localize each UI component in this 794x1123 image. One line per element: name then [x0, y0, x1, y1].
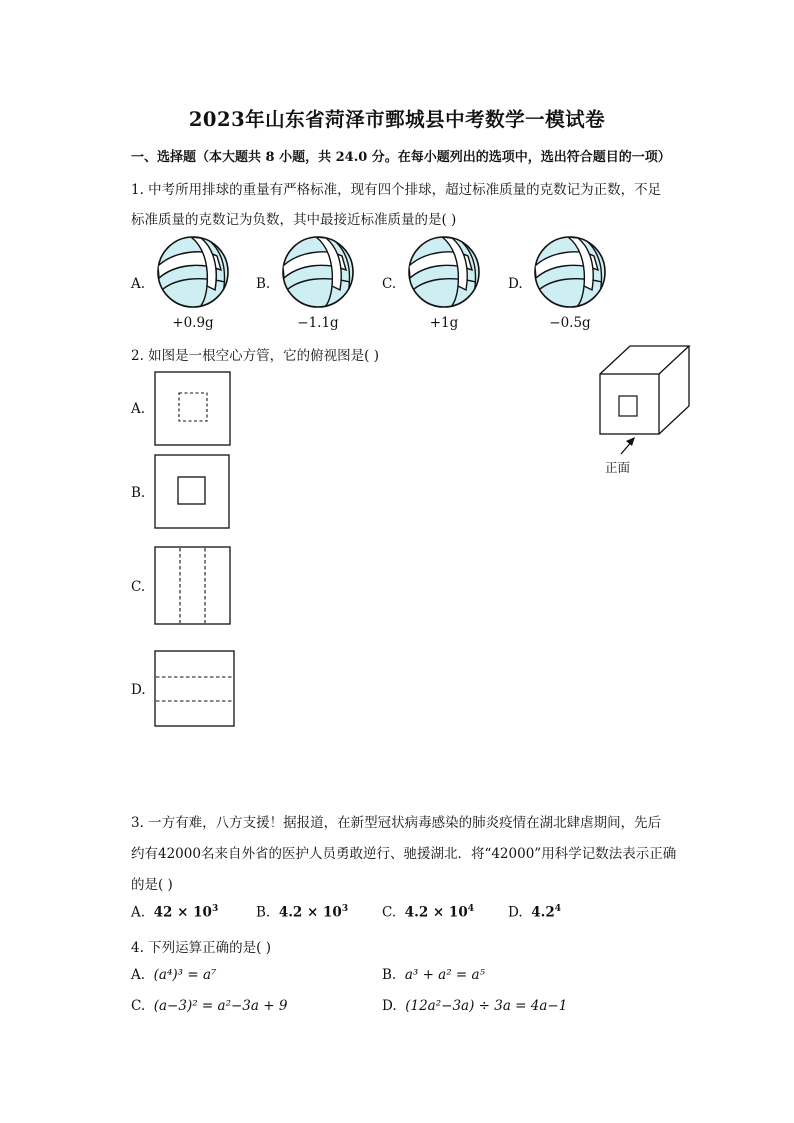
q1-text-line1: 1. 中考所用排球的重量有严格标准，现有四个排球，超过标准质量的克数记为正数，不足 [131, 182, 662, 198]
q4-option-c-letter: C. [131, 998, 146, 1014]
q3-option-d-exp: 4 [554, 904, 561, 914]
volleyball-icon-b [280, 234, 356, 310]
front-view-label: 正面 [605, 460, 631, 475]
q3-text-line1: 3. 一方有难，八方支援！据报道，在新型冠状病毒感染的肺炎疫情在湖北肆虐期间，先后 [131, 815, 662, 831]
q2-option-d-letter: D. [131, 682, 146, 698]
q1-option-a-letter: A. [131, 276, 146, 292]
q3-option-d-base: 4.2 [531, 904, 555, 921]
q3-option-c-base: 4.2 × 10 [404, 904, 468, 921]
volleyball-icon-d [532, 234, 608, 310]
q2-option-b-letter: B. [131, 485, 146, 501]
q1-option-a-value: +0.9g [172, 315, 214, 331]
q3-option-d [508, 904, 561, 921]
q4-option-c-expr: (a−3)² = a²−3a + 9 [153, 998, 288, 1014]
q1-option-c-letter: C. [382, 276, 397, 292]
q2-option-a-figure [154, 371, 232, 447]
q3-option-b [256, 904, 348, 921]
q4-option-b [382, 967, 485, 983]
q3-option-a-exp: 3 [211, 904, 219, 914]
hollow-square-tube-figure [595, 343, 695, 455]
q3-option-a-base: 42 × 10 [153, 904, 212, 921]
section-heading: 一、选择题（本大题共 8 小题，共 24.0 分。在每小题列出的选项中，选出符合题目的一项） [131, 150, 671, 165]
q2-option-c-figure [154, 546, 232, 626]
q3-option-c [382, 904, 474, 921]
q2-option-b-figure [154, 454, 232, 530]
q4-option-a-expr: (a⁴)³ = a⁷ [153, 967, 217, 983]
q2-option-c-letter: C. [131, 579, 146, 595]
q3-text-line2: 约有42000名来自外省的医护人员勇敢逆行、驰援湖北．将“42000”用科学记数法表示正确 [131, 846, 677, 862]
volleyball-icon-c [406, 234, 482, 310]
q2-option-d-figure [154, 650, 236, 728]
q3-option-c-letter: C. [382, 904, 397, 921]
q3-option-a [131, 904, 218, 921]
q3-option-d-letter: D. [508, 904, 523, 921]
q2-text: 2. 如图是一根空心方管，它的俯视图是( ) [131, 348, 379, 364]
q3-option-b-base: 4.2 × 10 [278, 904, 342, 921]
q3-option-b-letter: B. [256, 904, 271, 921]
q4-option-d-expr: (12a²−3a) ÷ 3a = 4a−1 [405, 998, 568, 1014]
q1-option-b-letter: B. [256, 276, 271, 292]
q3-option-c-exp: 4 [467, 904, 474, 914]
q4-text: 4. 下列运算正确的是( ) [131, 940, 271, 956]
q4-option-d [382, 998, 567, 1014]
q3-option-b-exp: 3 [341, 904, 349, 914]
q4-option-c [131, 998, 287, 1014]
q2-option-a-letter: A. [131, 401, 146, 417]
q4-option-a-letter: A. [131, 967, 146, 983]
q1-option-d-letter: D. [508, 276, 523, 292]
q1-text-line2: 标准质量的克数记为负数，其中最接近标准质量的是( ) [131, 212, 457, 228]
q4-option-b-expr: a³ + a² = a⁵ [404, 967, 485, 983]
q3-option-a-letter: A. [131, 904, 146, 921]
q1-option-b-value: −1.1g [297, 315, 339, 331]
volleyball-icon-a [155, 234, 231, 310]
q1-option-d-value: −0.5g [549, 315, 591, 331]
q1-option-c-value: +1g [429, 315, 459, 331]
q4-option-b-letter: B. [382, 967, 397, 983]
page-title: 2023年山东省菏泽市鄄城县中考数学一模试卷 [188, 108, 606, 131]
q4-option-d-letter: D. [382, 998, 397, 1014]
q4-option-a [131, 967, 216, 983]
q3-text-line3: 的是( ) [131, 877, 173, 893]
